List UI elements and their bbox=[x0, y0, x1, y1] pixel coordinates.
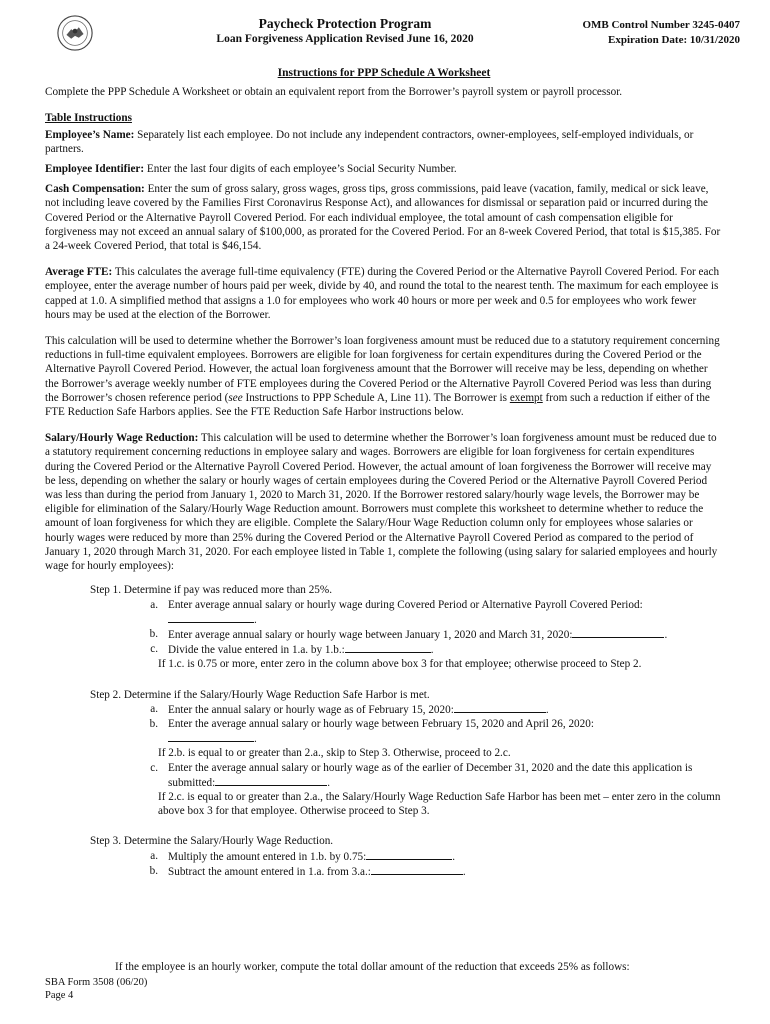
see-text: see bbox=[228, 391, 243, 404]
step-3b: b. Subtract the amount entered in 1.a. from 3.a.: . bbox=[90, 864, 723, 879]
step-3b-blank[interactable] bbox=[371, 864, 463, 875]
page-number: Page 4 bbox=[45, 990, 74, 1001]
step-1c-note: If 1.c. is 0.75 or more, enter zero in the column above box 3 for that employee; otherwise proceed to Step 2. bbox=[158, 658, 642, 671]
item-letter: a. bbox=[150, 849, 158, 862]
fte-para-part-a: This calculation will be used to determine whether the Borrower’s loan forgiveness amount must be reduced due to a statutory requirement concerning reductions in full-time equivalent employees. Borrowers are eligible for loan forgiveness for certain expenditures during the Covered Period or the Alternative Payroll Covered Period. However, the actual loan forgiveness amount that the Borrower will receive may be less, depending on whether the Borrower’s average weekly number of FTE employees during the Covered Period or the Alternative Payroll Covered Period was less than during the Borrower’s chosen reference period ( bbox=[45, 335, 720, 404]
intro-paragraph: Complete the PPP Schedule A Worksheet or obtain an equivalent report from the Borrower’s payroll system or payroll processor. bbox=[45, 86, 623, 99]
omb-number: OMB Control Number 3245-0407 bbox=[582, 19, 740, 31]
expiration-date: Expiration Date: 10/31/2020 bbox=[608, 34, 740, 46]
fte-text: This calculates the average full-time equivalency (FTE) during the Covered Period or the Alternative Payroll Covered Period. For each employee, enter the average number of hours paid per week, divide by 40, and round the total to the nearest tenth. The maximum for each employee is capped at 1.0. A simplified method that assigns a 1.0 for employees who work 40 hours or more per week and 0.5 for employees who work fewer hours may be used at the election of the Borrower. bbox=[45, 266, 720, 321]
cash-label: Cash Compensation: bbox=[45, 183, 145, 196]
average-fte-paragraph bbox=[45, 265, 723, 322]
step-1b-text: Enter average annual salary or hourly wage between January 1, 2020 and March 31, 2020: bbox=[168, 628, 573, 641]
fte-para-part-c: from such a reduction if either of the FTE Reduction Safe Harbors applies. See the FTE Reduction Safe Harbor instructions below. bbox=[45, 391, 710, 419]
step-2b-note: If 2.b. is equal to or greater than 2.a., skip to Step 3. Otherwise, proceed to 2.c. bbox=[158, 747, 511, 760]
step-3a-text: Multiply the amount entered in 1.b. by 0.75: bbox=[168, 850, 367, 863]
step-2b-blank[interactable] bbox=[168, 731, 254, 742]
step-1c-blank[interactable] bbox=[345, 642, 431, 653]
step-2a: a. Enter the annual salary or hourly wage as of February 15, 2020: . bbox=[90, 702, 723, 717]
fte-label: Average FTE: bbox=[45, 266, 113, 279]
item-letter: b. bbox=[149, 627, 158, 640]
step-1c: c. Divide the value entered in 1.a. by 1.b.: . bbox=[90, 642, 723, 657]
cash-text: Enter the sum of gross salary, gross wages, gross tips, gross commissions, paid leave (vacation, family, medical or sick leave, not including leave covered by the Families First Coronavirus Response Act), and allowances for dismissal or separation paid or incurred during the Covered Period or the Alternative Payroll Covered Period. For each individual employee, the total amount of cash compensation eligible for forgiveness may not exceed an annual salary of $100,000, as prorated for the Covered Period. For an 8-week Covered Period, that total is $15,385. For a 24-week Covered Period, that total is $46,154. bbox=[45, 183, 721, 253]
form-number: SBA Form 3508 (06/20) bbox=[45, 977, 148, 988]
document-body bbox=[45, 66, 723, 879]
step-1b-blank[interactable] bbox=[572, 627, 664, 638]
cash-compensation-paragraph bbox=[45, 182, 723, 253]
step-2-heading: Step 2. Determine if the Salary/Hourly Wage Reduction Safe Harbor is met. bbox=[90, 688, 430, 701]
fte-para-part-b: Instructions to PPP Schedule A, Line 11). The Borrower is bbox=[242, 391, 510, 404]
step-2c-blank[interactable] bbox=[215, 775, 327, 786]
step-3a-blank[interactable] bbox=[366, 849, 452, 860]
item-letter: c. bbox=[150, 643, 158, 656]
employee-id-text: Enter the last four digits of each employee’s Social Security Number. bbox=[144, 163, 457, 176]
step-1-heading: Step 1. Determine if pay was reduced more than 25%. bbox=[90, 584, 333, 597]
employee-id-label: Employee Identifier: bbox=[45, 163, 145, 176]
hourly-worker-line: If the employee is an hourly worker, compute the total dollar amount of the reduction that exceeds 25% as follows: bbox=[115, 961, 630, 973]
step-2c: c. Enter the average annual salary or hourly wage as of the earlier of December 31, 2020 and the date this application is submitted: . bbox=[90, 761, 723, 790]
document-title: Instructions for PPP Schedule A Worksheet bbox=[277, 67, 491, 79]
employee-name-text: Separately list each employee. Do not include any independent contractors, owner-employees, self-employed individuals, or partners. bbox=[45, 128, 694, 155]
employee-name-label: Employee’s Name: bbox=[45, 128, 135, 141]
step-2c-text: Enter the average annual salary or hourly wage as of the earlier of December 31, 2020 and the date this application is submitted: bbox=[168, 761, 693, 789]
exempt-text: exempt bbox=[509, 391, 543, 404]
step-1a: a. Enter average annual salary or hourly wage during Covered Period or Alternative Payroll Covered Period: . bbox=[90, 598, 723, 627]
salary-text: This calculation will be used to determine whether the Borrower’s loan forgiveness amount must be reduced due to a statutory requirement concerning reductions in employee salary and wages. Borrowers are eligible for loan forgiveness for certain expenditures during the Covered Period or the Alternative Payroll Covered Period. However, the actual amount of loan forgiveness the Borrower will receive may be less, depending on whether the salary or hourly wages of certain employees during the Covered Period or the Alternative Payroll Covered Period was less than during the period from January 1, 2020 to March 31, 2020. If the Borrower restored salary/hourly wage levels, the Borrower may be eligible for elimination of the Salary/Hourly Wage Reduction amount. Borrowers must complete this worksheet to determine whether to reduce the amount of loan forgiveness for which they are eligible. Complete the Salary/Hour Wage Reduction column only for employees whose salaries or hourly wages were reduced by more than 25% during the Covered Period or the Alternative Payroll Covered Period as compared to the period of January 1, 2020 through March 31, 2020. For each employee listed in Table 1, complete the following (using salary for salaried employees and hourly wage for hourly employees): bbox=[45, 432, 718, 573]
item-letter: b. bbox=[149, 864, 158, 877]
step-2a-text: Enter the annual salary or hourly wage as of February 15, 2020: bbox=[168, 703, 454, 716]
salary-reduction-paragraph bbox=[45, 431, 723, 573]
program-title: Paycheck Protection Program bbox=[258, 16, 432, 31]
step-1a-blank[interactable] bbox=[168, 612, 254, 623]
employee-name-paragraph bbox=[45, 128, 723, 156]
step-2b-text: Enter the average annual salary or hourly wage between February 15, 2020 and April 26, 2020: bbox=[168, 717, 594, 730]
item-letter: a. bbox=[150, 702, 158, 715]
step-3-heading: Step 3. Determine the Salary/Hourly Wage Reduction. bbox=[90, 835, 334, 848]
application-subtitle: Loan Forgiveness Application Revised June 16, 2020 bbox=[216, 33, 474, 45]
item-letter: b. bbox=[149, 717, 158, 730]
step-1a-text: Enter average annual salary or hourly wage during Covered Period or Alternative Payroll Covered Period: bbox=[168, 598, 643, 611]
step-2a-blank[interactable] bbox=[454, 702, 546, 713]
item-letter: c. bbox=[150, 761, 158, 774]
step-2b: b. Enter the average annual salary or hourly wage between February 15, 2020 and April 26, 2020: . bbox=[90, 717, 723, 746]
table-instructions-heading: Table Instructions bbox=[45, 112, 132, 125]
salary-label: Salary/Hourly Wage Reduction: bbox=[45, 432, 199, 445]
step-3b-text: Subtract the amount entered in 1.a. from 3.a.: bbox=[168, 865, 371, 878]
step-3a: a. Multiply the amount entered in 1.b. by 0.75: . bbox=[90, 849, 723, 864]
employee-id-paragraph bbox=[45, 162, 723, 176]
fte-calculation-paragraph bbox=[45, 334, 723, 419]
page-header bbox=[0, 14, 770, 54]
page-footer bbox=[45, 976, 147, 1002]
step-1b: b. Enter average annual salary or hourly wage between January 1, 2020 and March 31, 2020: . bbox=[90, 627, 723, 642]
item-letter: a. bbox=[150, 598, 158, 611]
step-2c-note: If 2.c. is equal to or greater than 2.a., the Salary/Hourly Wage Reduction Safe Harbor has been met – enter zero in the column above box 3 for that employee. Otherwise proceed to Step 3. bbox=[158, 790, 721, 818]
step-1c-text: Divide the value entered in 1.a. by 1.b.: bbox=[168, 644, 345, 657]
